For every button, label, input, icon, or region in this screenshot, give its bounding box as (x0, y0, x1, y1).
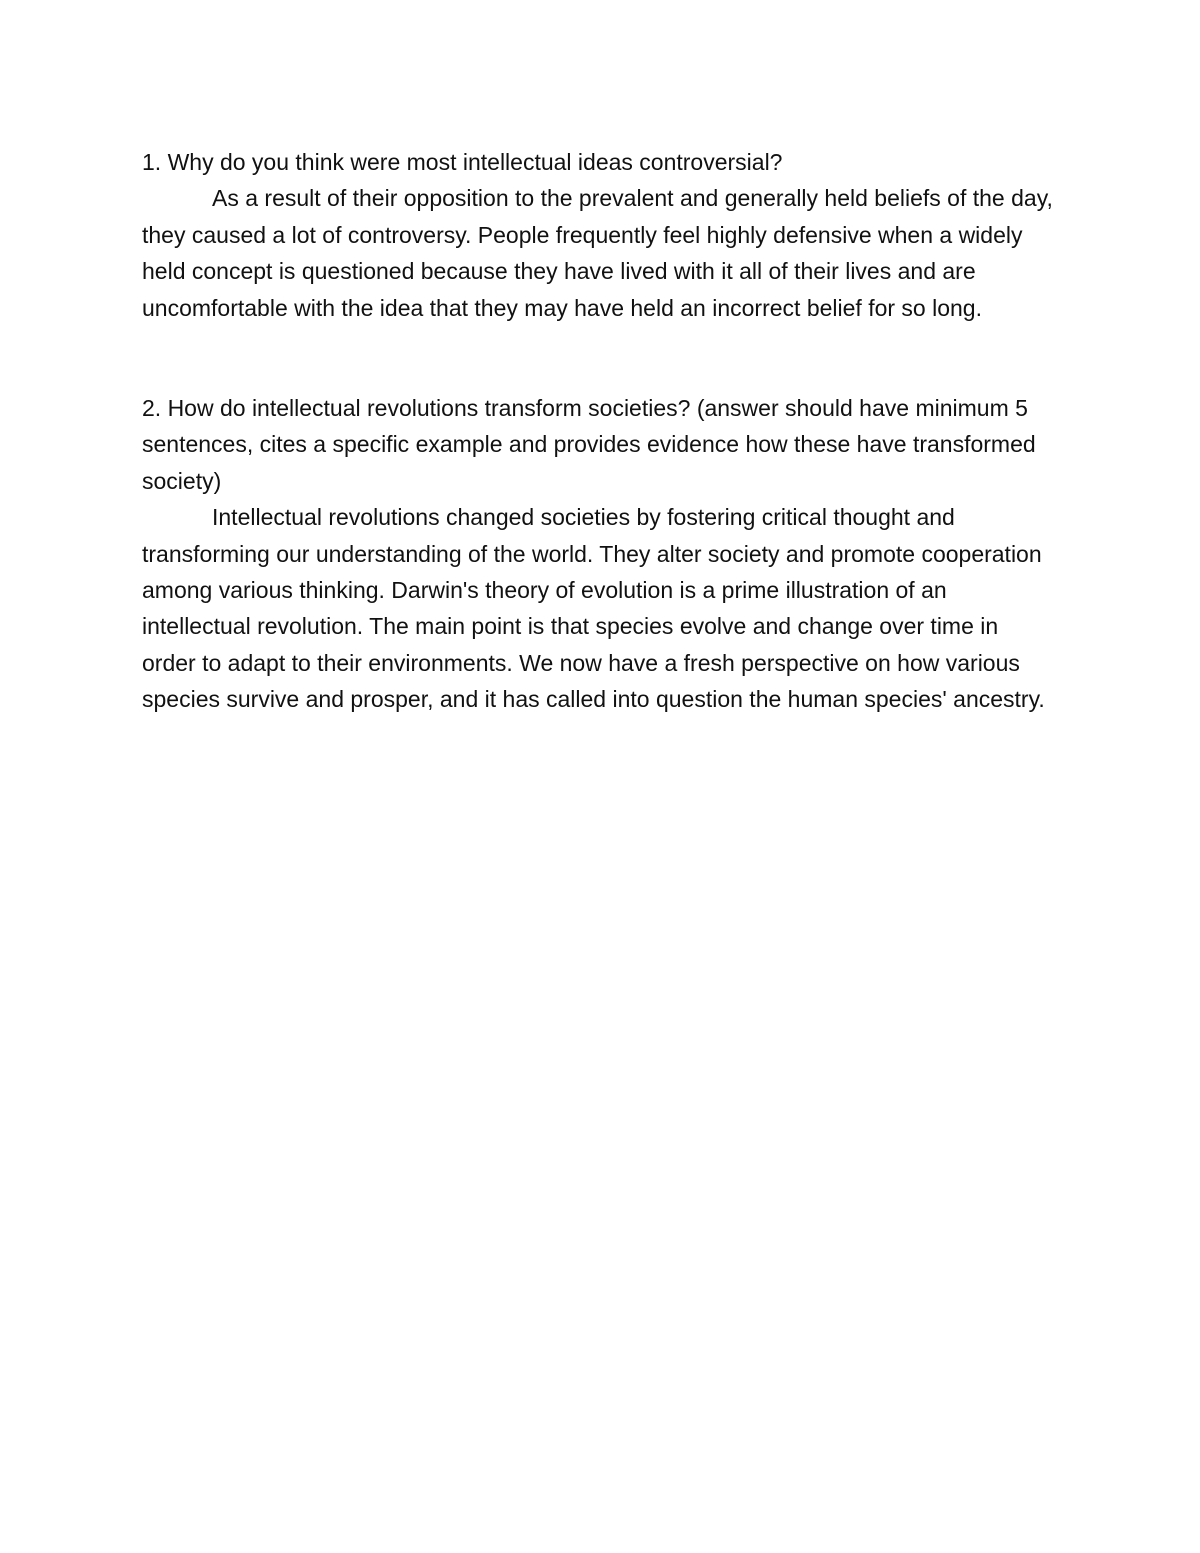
answer-2: Intellectual revolutions changed societies by fostering critical thought and transforming our understanding of the world. They alter society and promote cooperation among various thinking. Darwin's theory of evolution is a prime illustration of an intellectual revolution. The main point is that species evolve and change over time in order to adapt to their environments. We now have a fresh perspective on how various species survive and prosper, and it has called into question the human species' ancestry. (142, 504, 1045, 713)
question-1: 1. Why do you think were most intellectual ideas controversial? (142, 149, 783, 175)
answer-1: As a result of their opposition to the prevalent and generally held beliefs of the day, they caused a lot of controversy. People frequently feel highly defensive when a widely held concept is questioned because they have lived with it all of their lives and are uncomfortable with the idea that they may have held an incorrect belief for so long. (142, 185, 1053, 321)
document-body (142, 144, 1057, 718)
question-2: 2. How do intellectual revolutions transform societies? (answer should have minimum 5 sentences, cites a specific example and provides evidence how these have transformed society) (142, 395, 1036, 494)
paragraph-spacer (142, 326, 1057, 390)
